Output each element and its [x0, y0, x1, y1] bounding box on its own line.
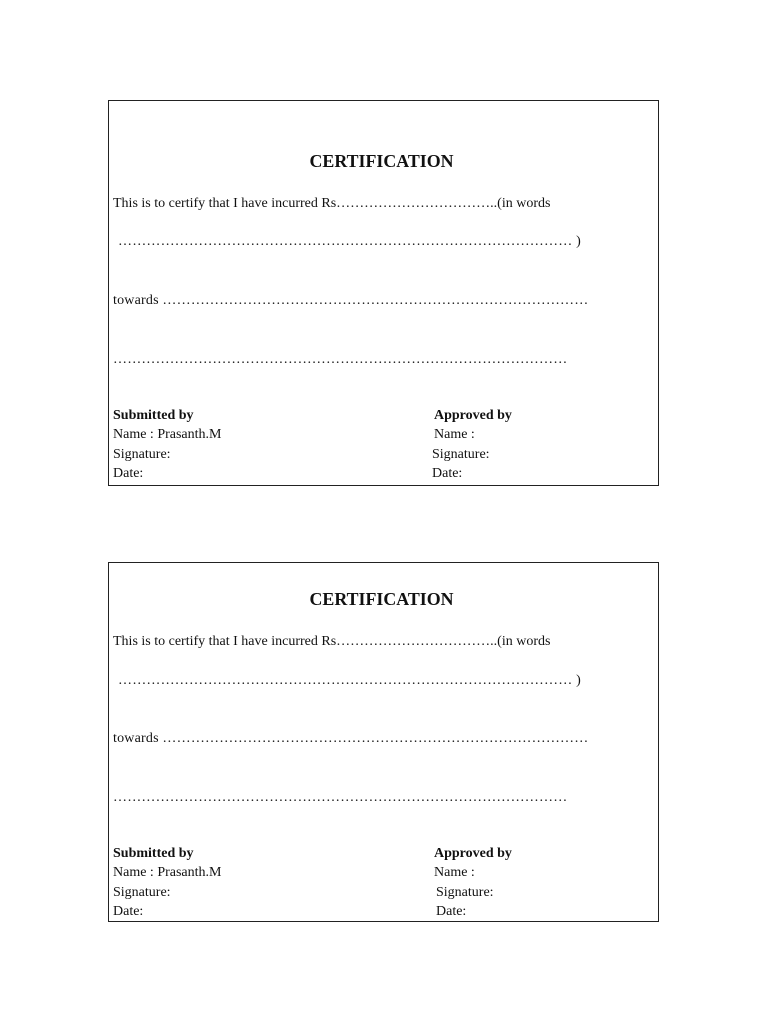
submitted-signature: Signature: [113, 447, 171, 462]
submitted-date: Date: [113, 904, 144, 919]
approved-signature: Signature: [436, 885, 494, 900]
towards-line: towards ……………………………………………………………………………… [113, 731, 589, 746]
submitted-by-heading: Submitted by [113, 408, 194, 423]
submitted-by-heading: Submitted by [113, 846, 194, 861]
blank-line: …………………………………………………………………………………… [113, 352, 568, 367]
towards-line: towards ……………………………………………………………………………… [113, 293, 589, 308]
form-title: CERTIFICATION [309, 589, 454, 609]
amount-in-words-line: …………………………………………………………………………………… ) [118, 673, 581, 688]
submitted-date: Date: [113, 466, 144, 481]
submitted-name: Name : Prasanth.M [113, 427, 222, 442]
submitted-signature: Signature: [113, 885, 171, 900]
certify-text: This is to certify that I have incurred Rs……………………………..(in words [113, 196, 551, 211]
approved-date: Date: [432, 466, 463, 481]
approved-name: Name : [434, 865, 475, 880]
approved-name: Name : [434, 427, 475, 442]
approved-by-heading: Approved by [434, 846, 512, 861]
submitted-name: Name : Prasanth.M [113, 865, 222, 880]
approved-signature: Signature: [432, 447, 490, 462]
form-title: CERTIFICATION [309, 151, 454, 171]
amount-in-words-line: …………………………………………………………………………………… ) [118, 234, 581, 249]
approved-date: Date: [436, 904, 467, 919]
blank-line: …………………………………………………………………………………… [113, 790, 568, 805]
certification-form [108, 100, 659, 486]
approved-by-heading: Approved by [434, 408, 512, 423]
certification-form [108, 562, 659, 922]
certify-text: This is to certify that I have incurred Rs……………………………..(in words [113, 634, 551, 649]
